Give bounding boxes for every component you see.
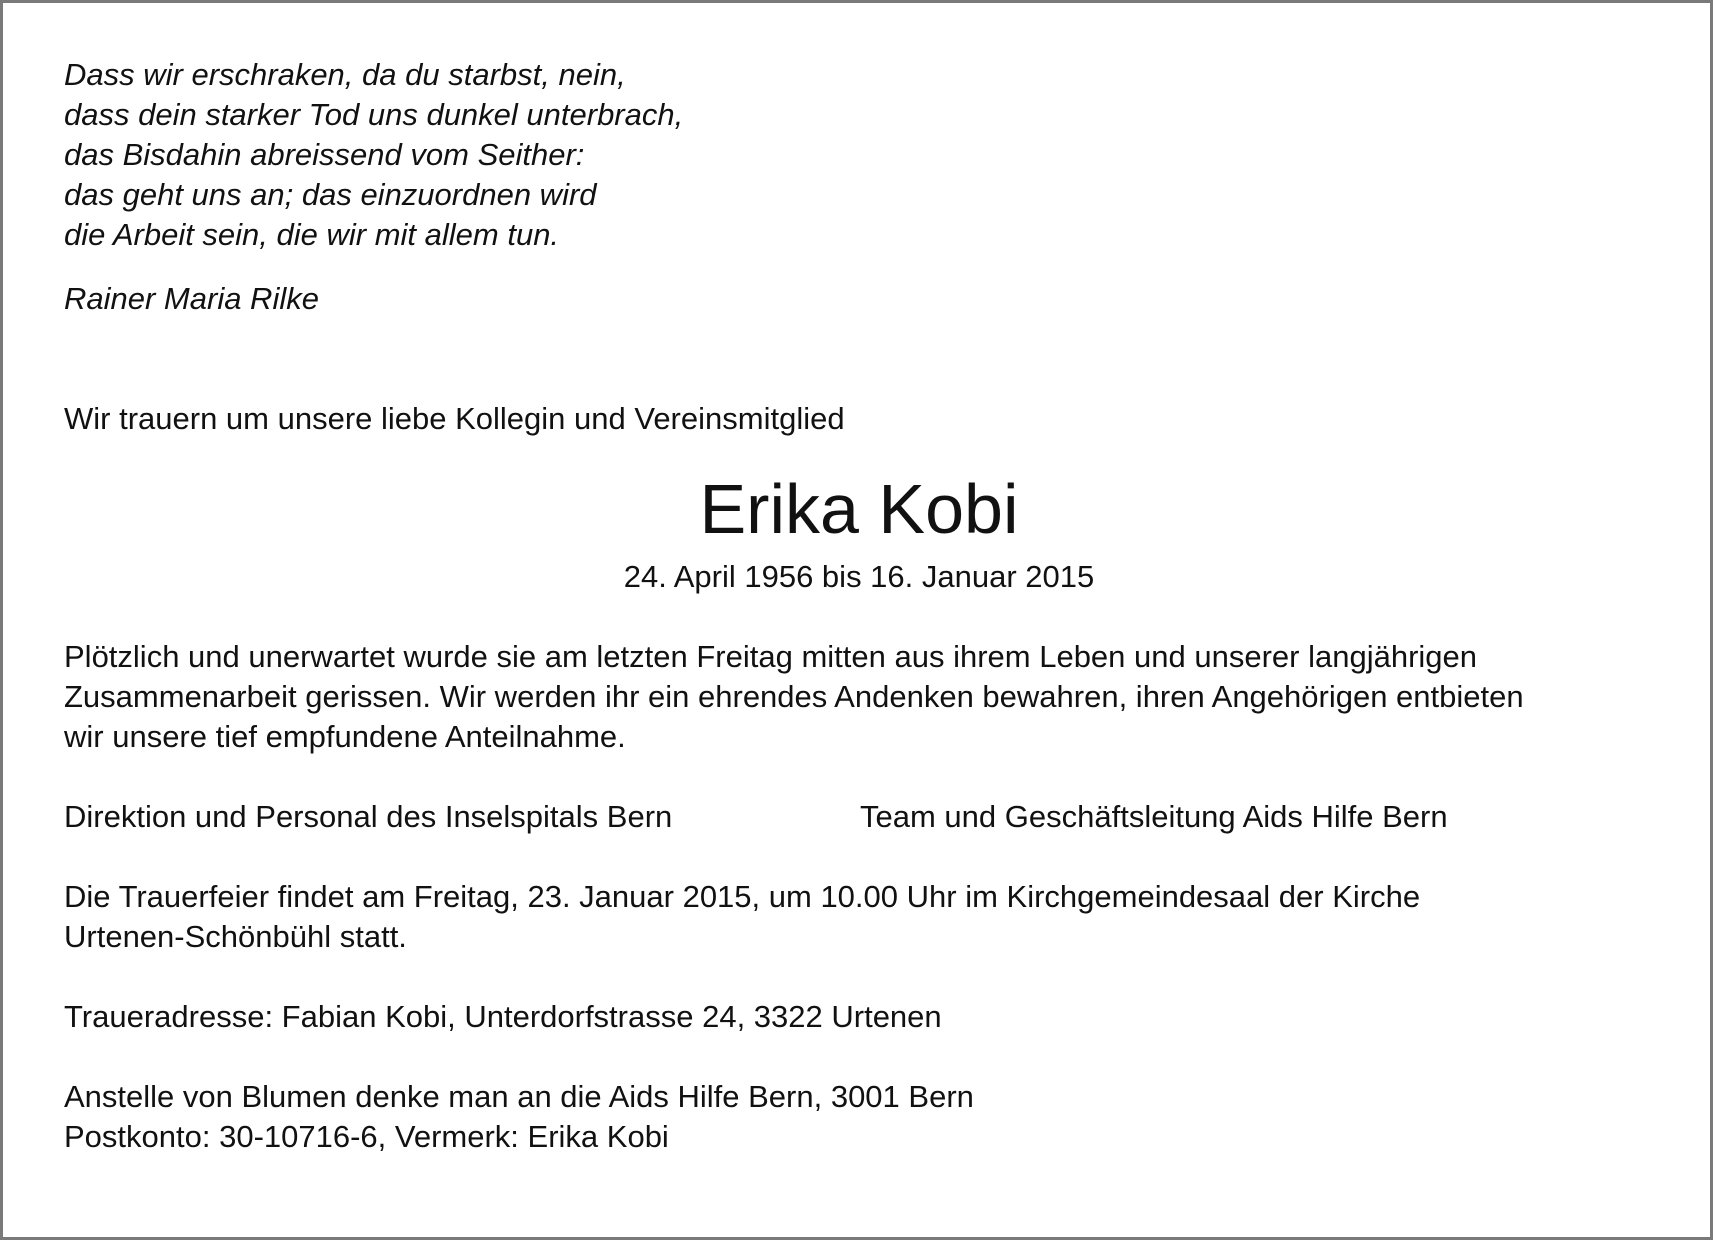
message-line: wir unsere tief empfundene Anteilnahme. — [64, 719, 626, 754]
message-line: Plötzlich und unerwartet wurde sie am letzten Freitag mitten aus ihrem Leben und unserer langjährigen — [64, 639, 1477, 674]
poem-quote — [64, 55, 1664, 255]
signatories — [64, 797, 1664, 837]
service-line: Urtenen-Schönbühl statt. — [64, 919, 407, 954]
donation-info — [64, 1077, 1664, 1157]
donation-line: Anstelle von Blumen denke man an die Aids Hilfe Bern, 3001 Bern — [64, 1079, 974, 1114]
signatory-aids-hilfe: Team und Geschäftsleitung Aids Hilfe Bern — [860, 799, 1448, 834]
poem-line: die Arbeit sein, die wir mit allem tun. — [64, 217, 560, 252]
funeral-service-info — [64, 877, 1664, 957]
poem-line: das geht uns an; das einzuordnen wird — [64, 177, 597, 212]
message-line: Zusammenarbeit gerissen. Wir werden ihr ein ehrendes Andenken bewahren, ihren Angehörigen entbieten — [64, 679, 1524, 714]
poem-author: Rainer Maria Rilke — [64, 281, 319, 316]
poem-line: das Bisdahin abreissend vom Seither: — [64, 137, 585, 172]
mourning-address — [64, 997, 1664, 1037]
deceased-name: Erika Kobi — [699, 470, 1019, 548]
donation-line: Postkonto: 30-10716-6, Vermerk: Erika Kobi — [64, 1119, 669, 1154]
signatory-inselspital: Direktion und Personal des Inselspitals Bern — [64, 799, 673, 834]
service-line: Die Trauerfeier findet am Freitag, 23. Januar 2015, um 10.00 Uhr im Kirchgemeindesaal der Kirche — [64, 879, 1421, 914]
notice-content — [64, 55, 1664, 1157]
poem-line: Dass wir erschraken, da du starbst, nein, — [64, 57, 626, 92]
address-line: Traueradresse: Fabian Kobi, Unterdorfstrasse 24, 3322 Urtenen — [64, 999, 942, 1034]
condolence-message — [64, 637, 1664, 757]
mourning-intro: Wir trauern um unsere liebe Kollegin und Vereinsmitglied — [64, 401, 845, 436]
poem-line: dass dein starker Tod uns dunkel unterbrach, — [64, 97, 684, 132]
life-dates: 24. April 1956 bis 16. Januar 2015 — [623, 559, 1095, 594]
